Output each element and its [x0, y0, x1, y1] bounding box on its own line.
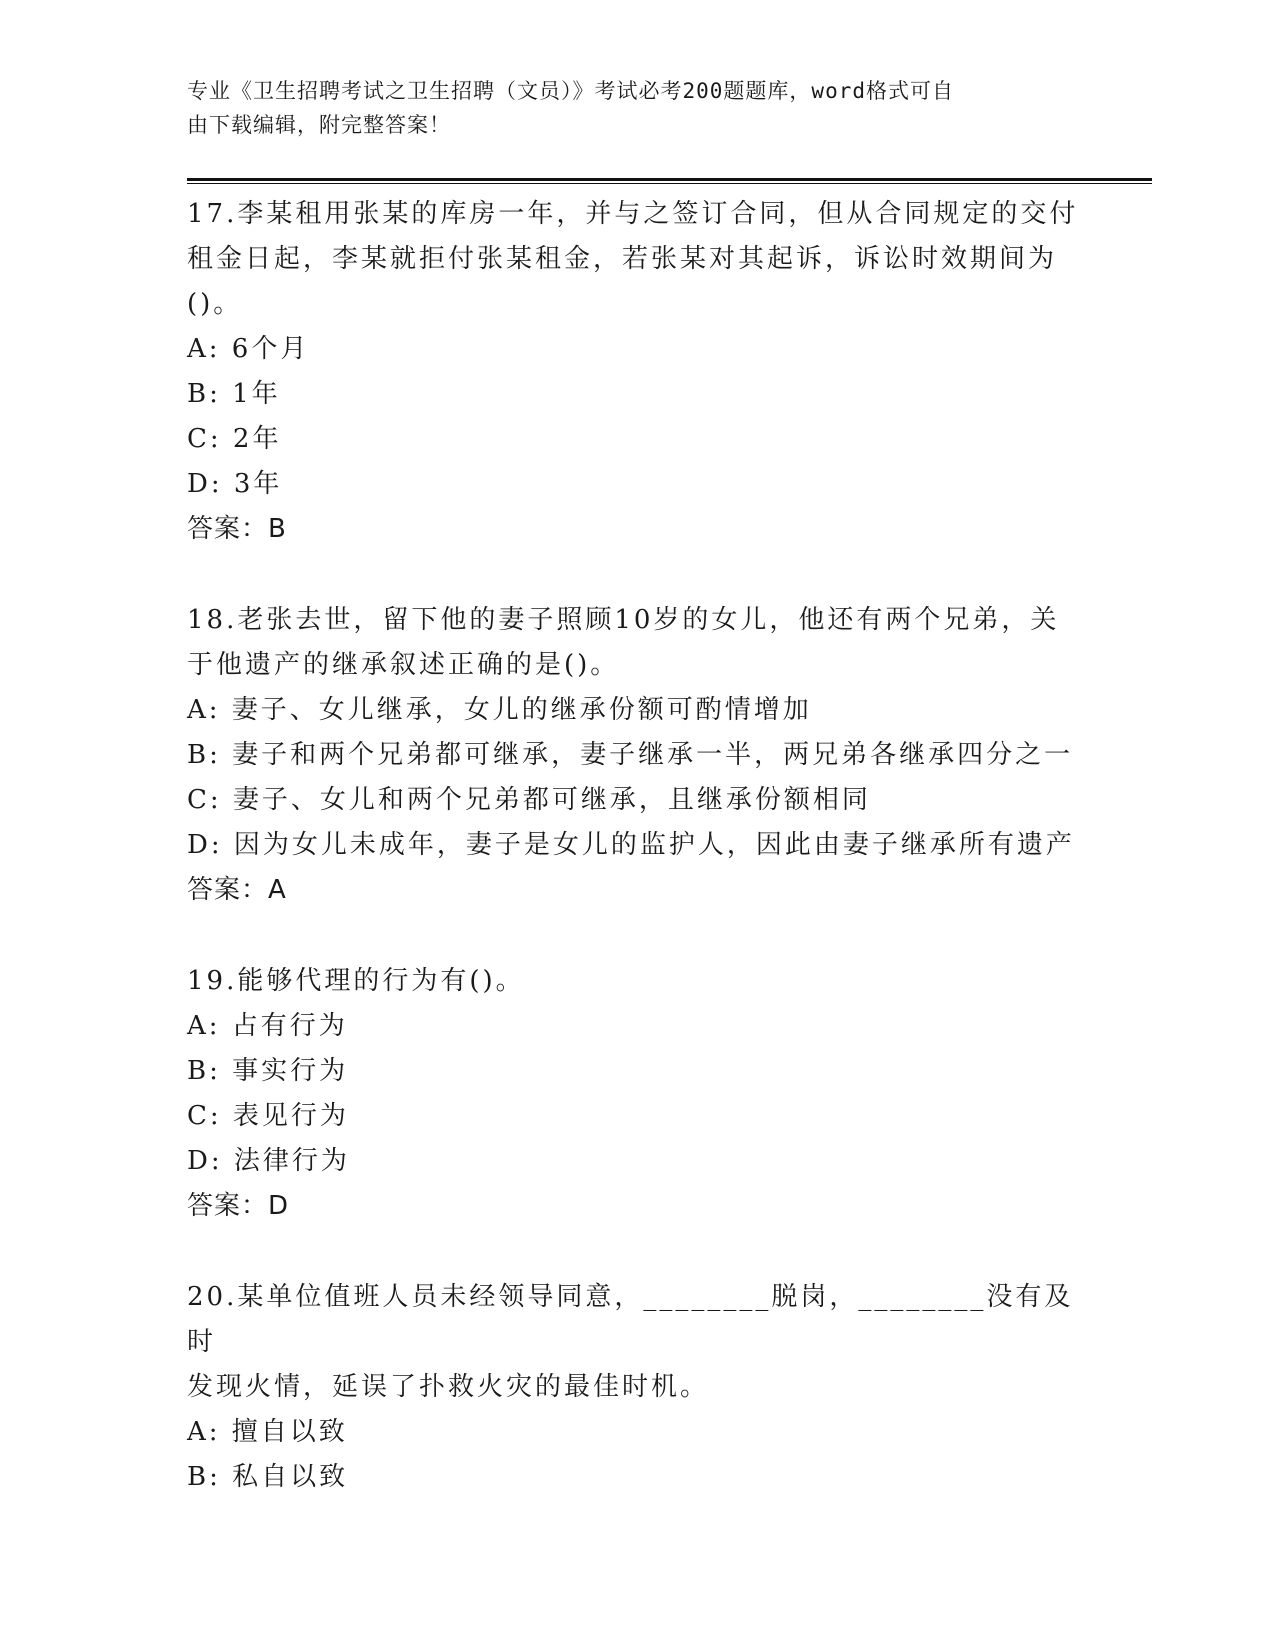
option-d: D: 3年 — [187, 469, 283, 499]
answer-line: 答案：A — [187, 875, 287, 905]
header-divider — [187, 178, 1152, 184]
option-c: C: 妻子、女儿和两个兄弟都可继承，且继承份额相同 — [187, 785, 871, 815]
option-c: C: 表见行为 — [187, 1101, 349, 1131]
question-stem-line: 20.某单位值班人员未经领导同意，________脱岗，________没有及时 — [187, 1282, 1074, 1357]
option-c: C: 2年 — [187, 424, 282, 454]
option-b: B: 妻子和两个兄弟都可继承，妻子继承一半，两兄弟各继承四分之一 — [187, 740, 1074, 770]
question-stem-line: 17.李某租用张某的库房一年，并与之签订合同，但从合同规定的交付 — [187, 199, 1079, 229]
option-b: B: 私自以致 — [187, 1462, 349, 1492]
question-list — [187, 192, 1087, 1546]
question-stem-line: 于他遗产的继承叙述正确的是()。 — [187, 650, 620, 680]
question-stem-line: 19.能够代理的行为有()。 — [187, 966, 525, 996]
option-d: D: 因为女儿未成年，妻子是女儿的监护人，因此由妻子继承所有遗产 — [187, 830, 1075, 860]
question-20 — [187, 1275, 1087, 1500]
answer-line: 答案：D — [187, 1191, 290, 1221]
option-a: A: 占有行为 — [187, 1011, 348, 1041]
option-a: A: 擅自以致 — [187, 1417, 348, 1447]
question-17 — [187, 192, 1087, 552]
document-header — [187, 74, 1067, 142]
question-18 — [187, 598, 1087, 913]
question-stem-line: ()。 — [187, 289, 243, 319]
header-line-2: 由下载编辑，附完整答案！ — [187, 113, 451, 137]
option-d: D: 法律行为 — [187, 1146, 350, 1176]
option-a: A: 妻子、女儿继承，女儿的继承份额可酌情增加 — [187, 695, 812, 725]
header-line-1: 专业《卫生招聘考试之卫生招聘（文员）》考试必考200题题库，word格式可自 — [187, 79, 954, 103]
answer-line: 答案：B — [187, 514, 287, 544]
option-a: A: 6个月 — [187, 334, 310, 364]
question-stem-line: 租金日起，李某就拒付张某租金，若张某对其起诉，诉讼时效期间为 — [187, 244, 1058, 274]
option-b: B: 事实行为 — [187, 1056, 349, 1086]
question-stem-line: 18.老张去世，留下他的妻子照顾10岁的女儿，他还有两个兄弟，关 — [187, 605, 1060, 635]
option-b: B: 1年 — [187, 379, 281, 409]
question-19 — [187, 959, 1087, 1229]
question-stem-line: 发现火情，延误了扑救火灾的最佳时机。 — [187, 1372, 710, 1402]
